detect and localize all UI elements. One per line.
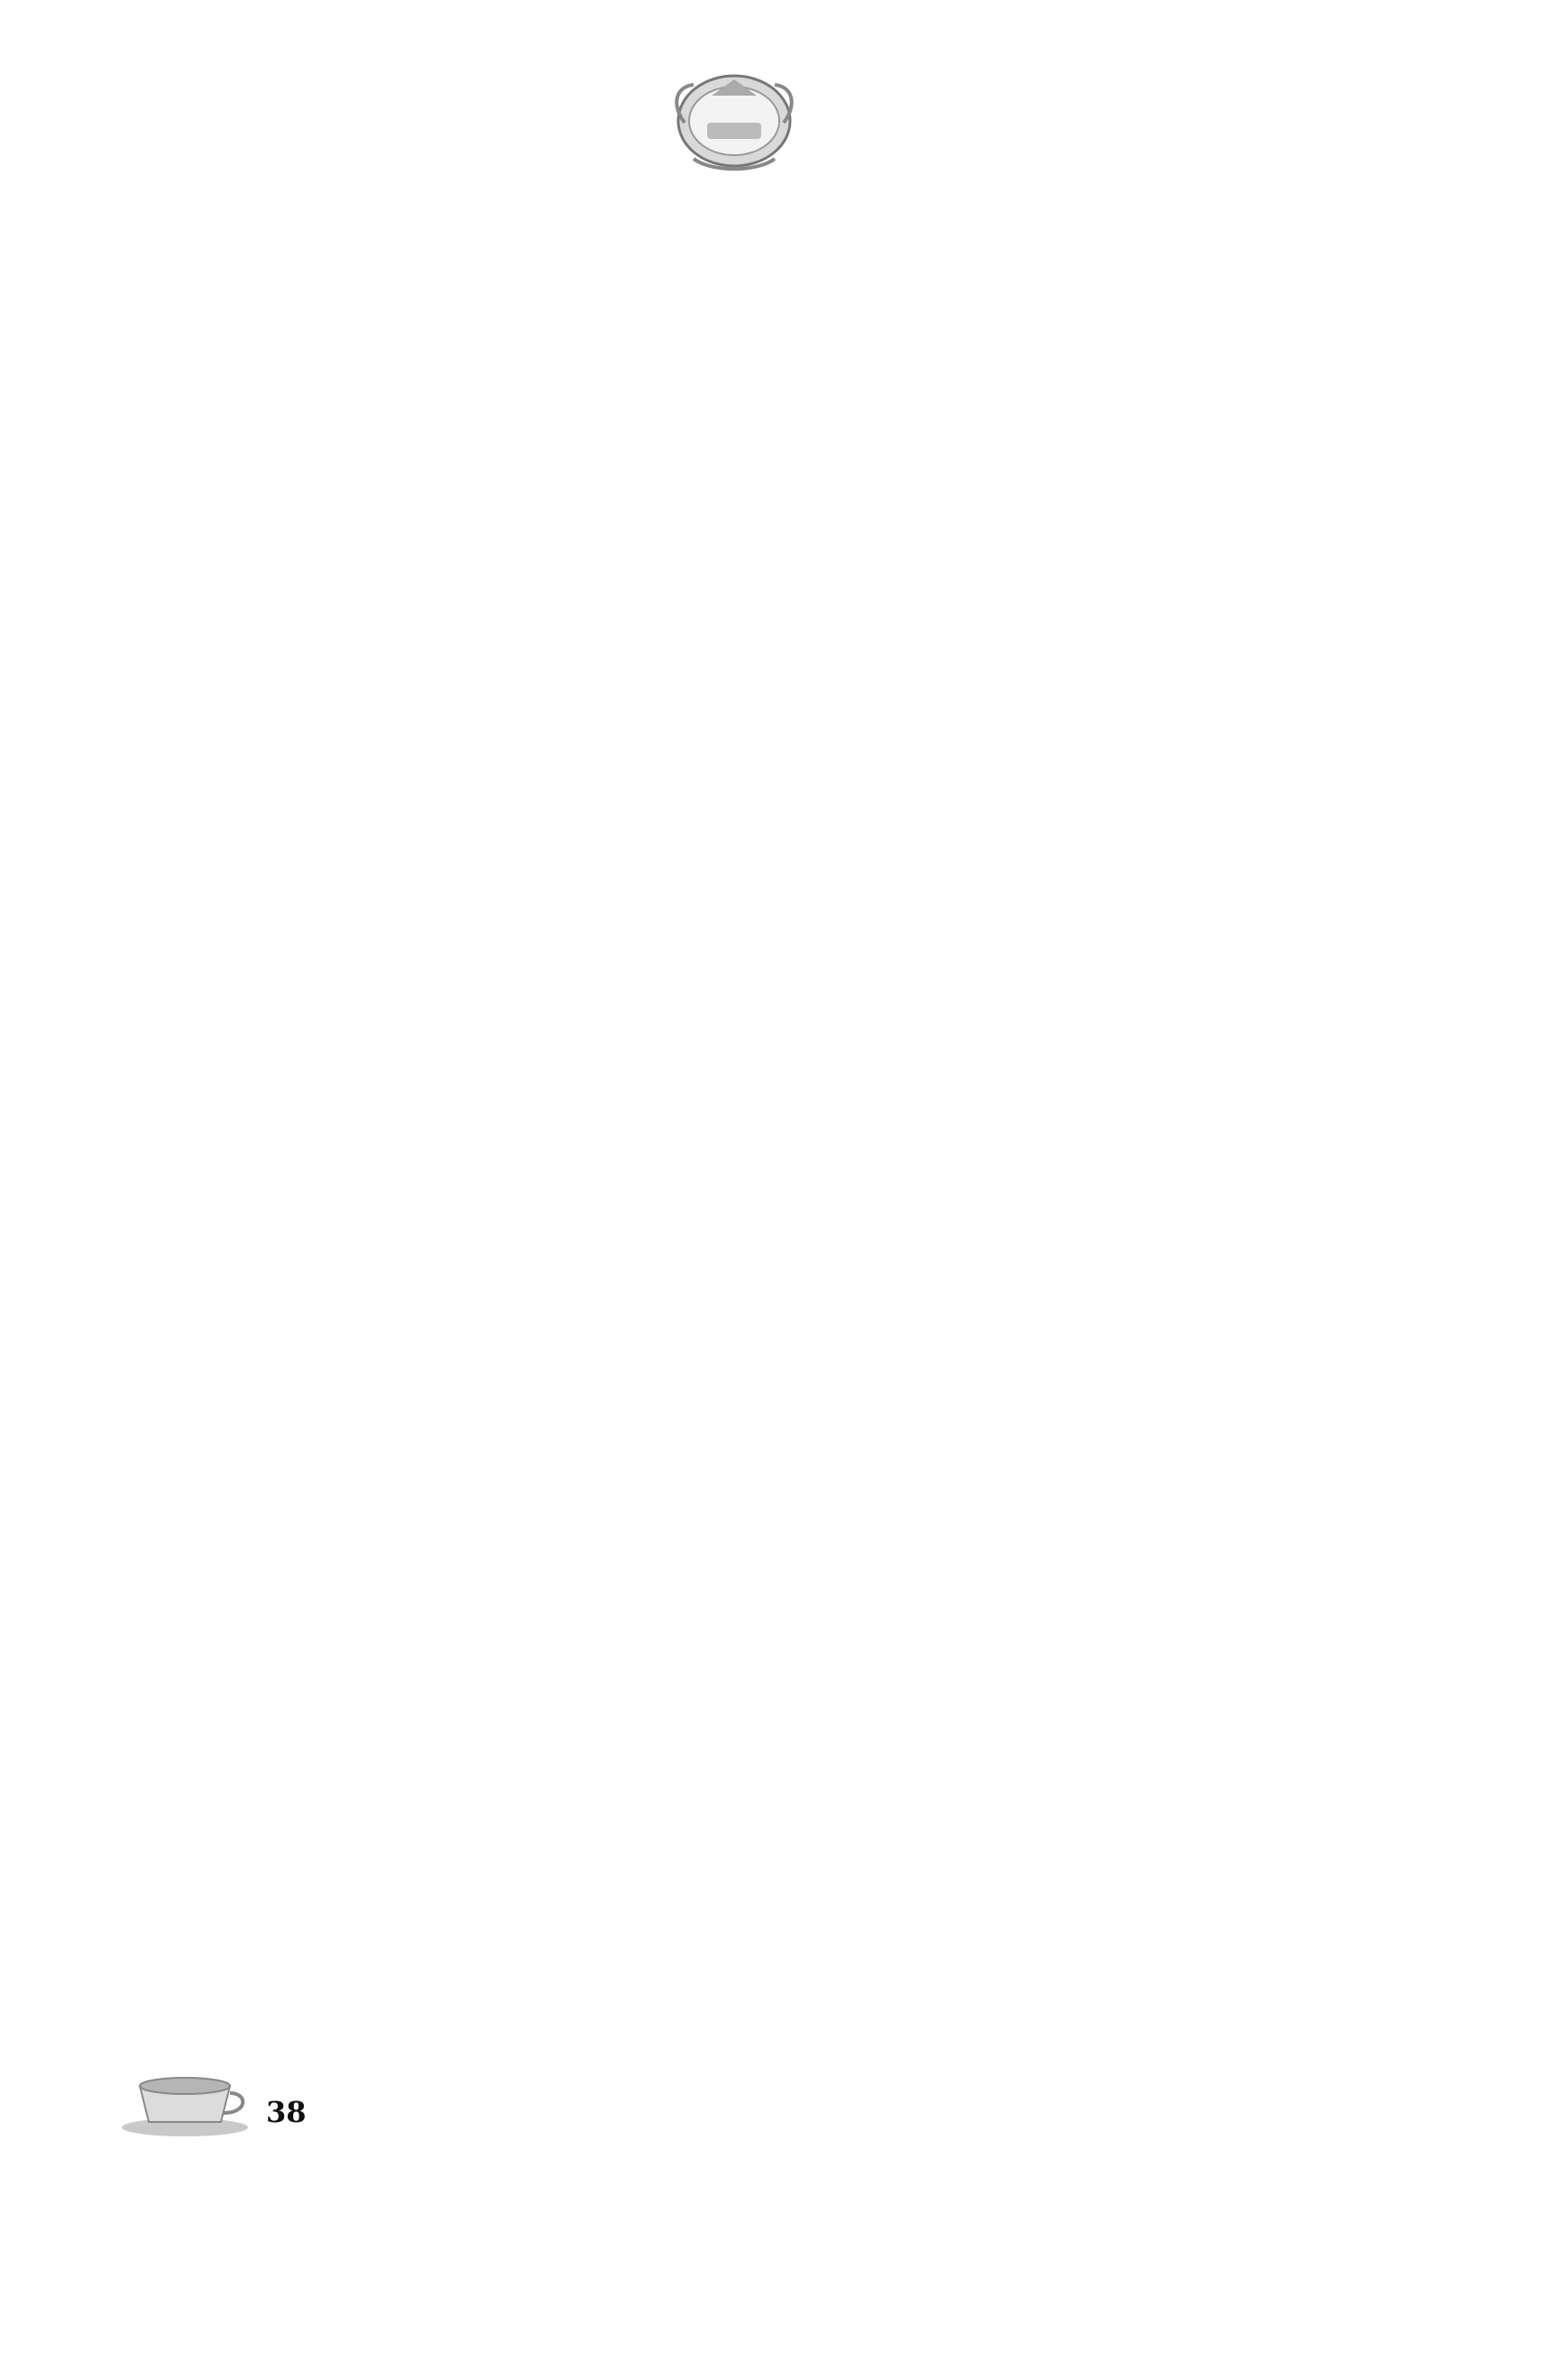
text-line	[161, 607, 1281, 692]
body-text	[161, 185, 1281, 2380]
text-line	[161, 1874, 1281, 1959]
text-line	[161, 1452, 1281, 1536]
page-number: 38	[266, 2095, 307, 2129]
teacup-icon	[117, 2066, 253, 2138]
text-line	[161, 522, 1281, 607]
text-line	[161, 1114, 1281, 1199]
text-line	[161, 1029, 1281, 1114]
text-line	[161, 1705, 1281, 1790]
text-line	[161, 354, 1281, 438]
text-line	[161, 1620, 1281, 1705]
text-line	[161, 1198, 1281, 1283]
text-line	[161, 270, 1281, 355]
header-crest-logo	[658, 69, 811, 177]
text-line	[161, 776, 1281, 861]
text-line	[161, 185, 1281, 270]
text-line	[161, 1536, 1281, 1621]
text-line	[161, 2296, 1281, 2380]
text-line	[161, 1958, 1281, 2043]
text-line	[161, 438, 1281, 523]
text-line	[161, 1789, 1281, 1874]
text-line	[161, 861, 1281, 946]
text-line	[161, 692, 1281, 777]
text-line	[161, 945, 1281, 1029]
page-footer	[117, 2066, 658, 2147]
text-line	[161, 1283, 1281, 1368]
footer-label	[266, 2095, 307, 2129]
text-line	[161, 2211, 1281, 2296]
text-line	[161, 1367, 1281, 1452]
ornamental-crest-logo-icon	[658, 69, 811, 177]
